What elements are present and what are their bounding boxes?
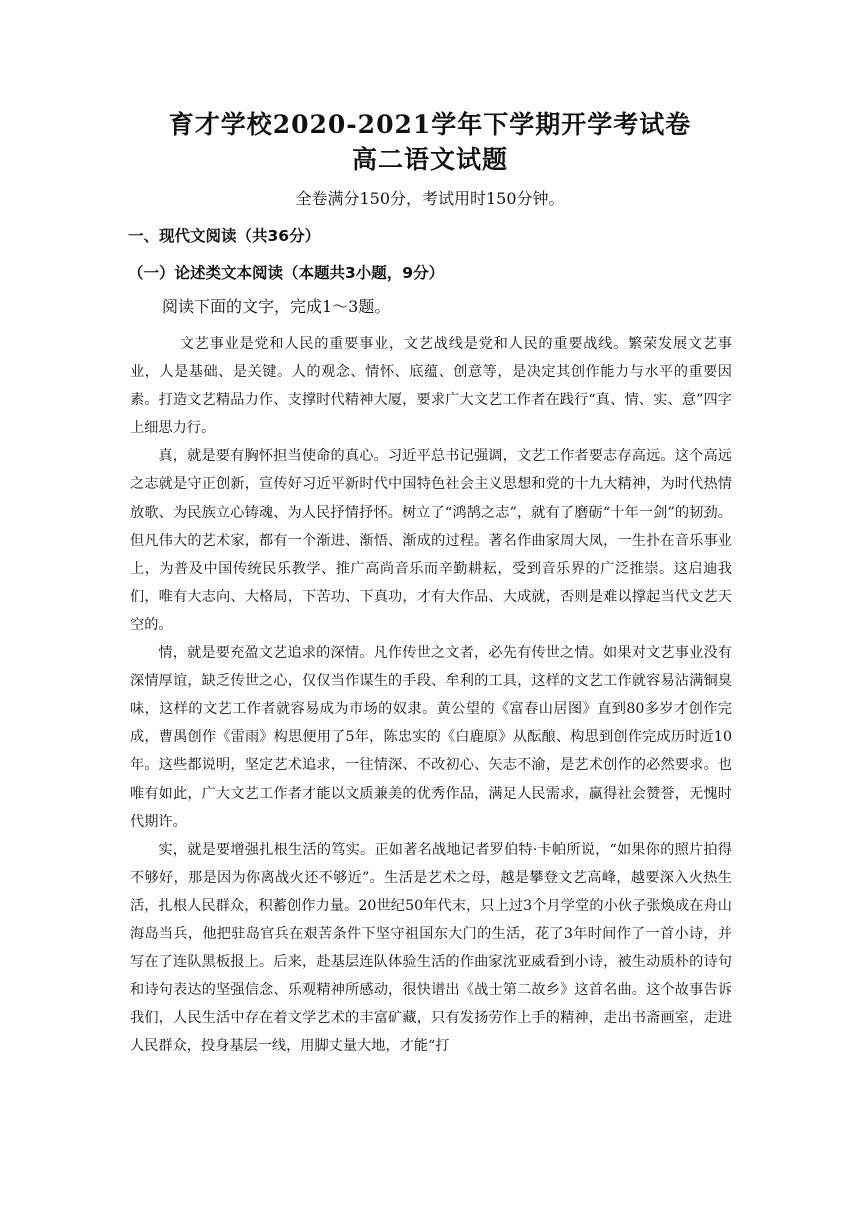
section-heading: 一、现代文阅读（共36分） (128, 227, 321, 245)
exam-subject-title: 高二语文试题 (351, 145, 508, 174)
article-paragraph-zhen: 真，就是要有胸怀担当使命的真心。习近平总书记强调，文艺工作者要志存高远。这个高远之志就是守正创新，宣传好习近平新时代中国特色社会主义思想和党的十九大精神，为时代热情放歌、为民族立心铸魂、为人民抒情抒怀。树立了“鸿鹄之志”，就有了磨砺“十年一剑”的韧劲。但凡伟大的艺术家，都有一个渐进、渐悟、渐成的过程。著名作曲家周大凤，一生扑在音乐事业上，为普及中国传统民乐教学、推广高尚音乐而辛勤耕耘，受到音乐界的广泛推崇。这启迪我们，唯有大志向、大格局，下苦功、下真功，才有大作品、大成就，否则是难以撑起当代文艺天空的。 (130, 448, 732, 633)
exam-title: 育才学校2020-2021学年下学期开学考试卷 (168, 110, 692, 139)
article-paragraph-shi: 实，就是要增强扎根生活的笃实。正如著名战地记者罗伯特·卡帕所说，“如果你的照片拍得不够好，那是因为你离战火还不够近”。生活是艺术之母，越是攀登文艺高峰，越要深入火热生活，扎根人民群众，积蓄创作力量。20世纪50年代末，只上过3个月学堂的小伙子张焕成在舟山海岛当兵，他把驻岛官兵在艰苦条件下坚守祖国东大门的生活，花了3年时间作了一首小诗，并写在了连队黑板报上。后来，赴基层连队体验生活的作曲家沈亚威看到小诗，被生动质朴的诗句和诗句表达的坚强信念、乐观精神所感动，很快谱出《战士第二故乡》这首名曲。这个故事告诉我们，人民生活中存在着文学艺术的丰富矿藏，只有发扬劳作上手的精神，走出书斋画室，走进人民群众，投身基层一线，用脚丈量大地，才能“打 (130, 841, 732, 1055)
subsection-heading: （一）论述类文本阅读（本题共3小题，9分） (128, 264, 445, 282)
article-body (130, 330, 732, 1060)
reading-instruction: 阅读下面的文字，完成1～3题。 (162, 297, 391, 316)
exam-score-time-note: 全卷满分150分，考试用时150分钟。 (295, 189, 565, 208)
article-paragraph-qing: 情，就是要充盈文艺追求的深情。凡作传世之文者，必先有传世之情。如果对文艺事业没有深情厚谊，缺乏传世之心，仅仅当作谋生的手段、牟利的工具，这样的文艺工作就容易沾满铜臭味，这样的文艺工作者就容易成为市场的奴隶。黄公望的《富春山居图》直到80多岁才创作完成，曹禺创作《雷雨》构思便用了5年，陈忠实的《白鹿原》从酝酿、构思到创作完成历时近10年。这些都说明，坚定艺术追求，一往情深、不改初心、矢志不渝，是艺术创作的必然要求。也唯有如此，广大文艺工作者才能以文质兼美的优秀作品，满足人民需求，赢得社会赞誉，无愧时代期许。 (130, 645, 732, 830)
article-paragraph-intro: 文艺事业是党和人民的重要事业，文艺战线是党和人民的重要战线。繁荣发展文艺事业，人是基础、是关键。人的观念、情怀、底蕴、创意等，是决定其创作能力与水平的重要因素。打造文艺精品力作、支撑时代精神大厦，要求广大文艺工作者在践行“真、情、实、意”四字上细思力行。 (130, 336, 732, 437)
